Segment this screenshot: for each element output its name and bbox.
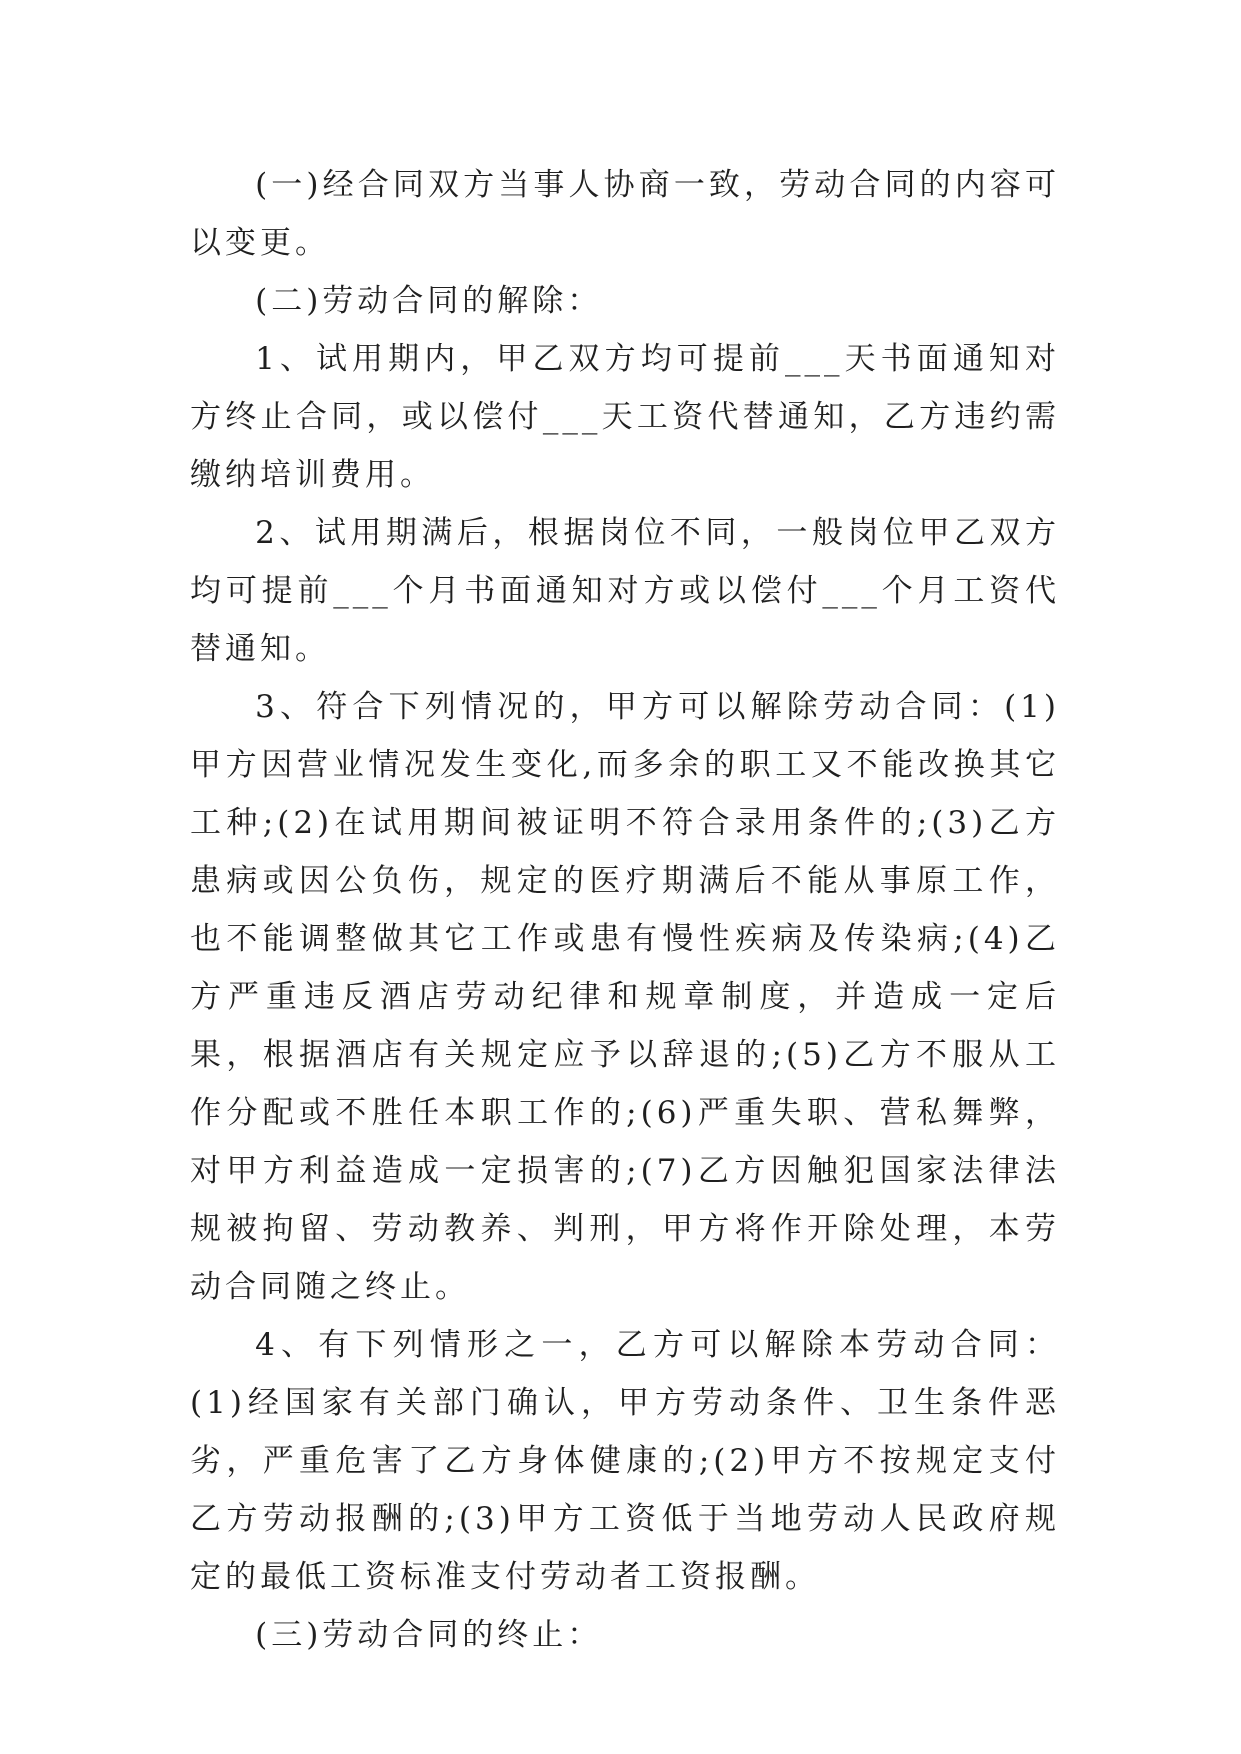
paragraph-contract-change: (一)经合同双方当事人协商一致，劳动合同的内容可以变更。 bbox=[190, 167, 1060, 261]
paragraph-post-probation-termination: 2、试用期满后，根据岗位不同，一般岗位甲乙双方均可提前___个月书面通知对方或以偿付___个月工资代替通知。 bbox=[190, 515, 1060, 667]
paragraph-contract-end-heading: (三)劳动合同的终止： bbox=[255, 1617, 603, 1653]
paragraph-employer-termination-grounds: 3、符合下列情况的，甲方可以解除劳动合同：(1)甲方因营业情况发生变化,而多余的职工又不能改换其它工种;(2)在试用期间被证明不符合录用条件的;(3)乙方患病或因公负伤，规定的医疗期满后不能从事原工作，也不能调整做其它工作或患有慢性疾病及传染病;(4)乙方严重违反酒店劳动纪律和规章制度，并造成一定后果，根据酒店有关规定应予以辞退的;(5)乙方不服从工作分配或不胜任本职工作的;(6)严重失职、营私舞弊，对甲方利益造成一定损害的;(7)乙方因触犯国家法律法规被拘留、劳动教养、判刑，甲方将作开除处理，本劳动合同随之终止。 bbox=[190, 689, 1060, 1305]
paragraph-termination-heading: (二)劳动合同的解除： bbox=[255, 283, 603, 319]
document-body bbox=[190, 156, 1060, 1664]
paragraph-probation-termination: 1、试用期内，甲乙双方均可提前___天书面通知对方终止合同，或以偿付___天工资代替通知，乙方违约需缴纳培训费用。 bbox=[190, 341, 1060, 493]
paragraph-employee-termination-grounds: 4、有下列情形之一，乙方可以解除本劳动合同：(1)经国家有关部门确认，甲方劳动条件、卫生条件恶劣，严重危害了乙方身体健康的;(2)甲方不按规定支付乙方劳动报酬的;(3)甲方工资低于当地劳动人民政府规定的最低工资标准支付劳动者工资报酬。 bbox=[190, 1327, 1060, 1595]
